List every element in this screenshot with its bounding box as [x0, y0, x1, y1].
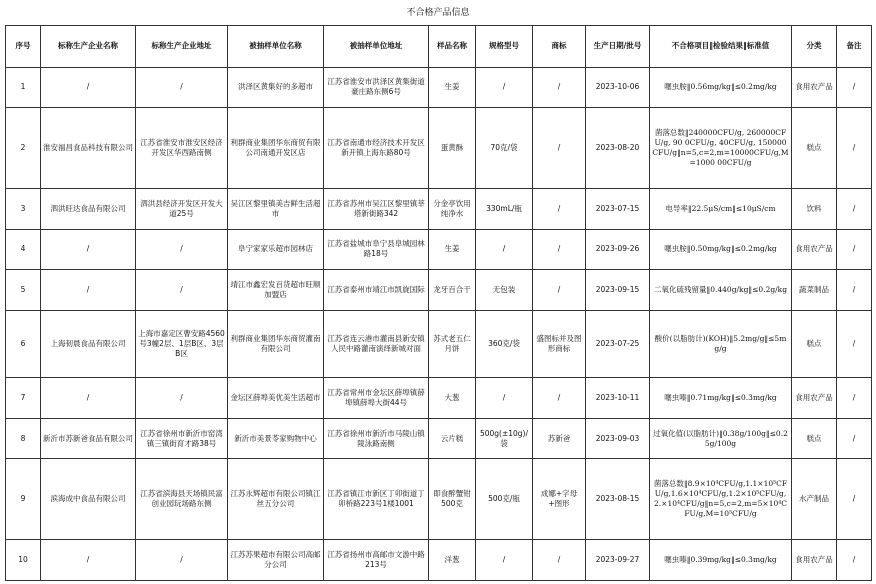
cell-producer-address: / — [136, 540, 228, 581]
cell-remarks: / — [837, 270, 872, 311]
cell-index: 2 — [6, 108, 41, 189]
cell-producer-address: 泗洪县经济开发区开发大道25号 — [136, 189, 228, 230]
cell-category: 糕点 — [792, 418, 837, 459]
header-cell: 被抽样单位名称 — [228, 26, 324, 68]
cell-producer-name: 新沂市苏新爸食品有限公司 — [41, 418, 136, 459]
cell-failed-item: 噻虫胺‖0.56mg/kg‖≤0.2mg/kg — [650, 67, 792, 108]
cell-producer-name: / — [41, 540, 136, 581]
cell-remarks: / — [837, 108, 872, 189]
cell-producer-name: / — [41, 270, 136, 311]
cell-brand: / — [533, 540, 586, 581]
cell-index: 10 — [6, 540, 41, 581]
table-row — [6, 270, 872, 311]
cell-failed-item: 电导率‖22.5μS/cm‖≤10μS/cm — [650, 189, 792, 230]
cell-category: 食用农产品 — [792, 378, 837, 419]
header-cell: 分类 — [792, 26, 837, 68]
cell-sample-name: 蛋黄酥 — [429, 108, 476, 189]
cell-index: 7 — [6, 378, 41, 419]
cell-index: 9 — [6, 459, 41, 540]
cell-spec: / — [476, 540, 533, 581]
cell-brand: / — [533, 189, 586, 230]
cell-spec: / — [476, 378, 533, 419]
cell-spec: 无包装 — [476, 270, 533, 311]
cell-sample-name: 大葱 — [429, 378, 476, 419]
cell-index: 5 — [6, 270, 41, 311]
table-row — [6, 418, 872, 459]
cell-sampled-unit-address: 江苏省淮安市洪泽区黄集街道豪庄路东侧6号 — [324, 67, 429, 108]
table-row — [6, 108, 872, 189]
cell-spec: 70克/袋 — [476, 108, 533, 189]
cell-spec: 330mL/瓶 — [476, 189, 533, 230]
cell-production-date: 2023-10-06 — [586, 67, 650, 108]
cell-index: 1 — [6, 67, 41, 108]
cell-sample-name: 分金亭饮用纯净水 — [429, 189, 476, 230]
cell-sampled-unit-address: 江苏省镇江市新区丁卯街道丁卯桥路223号1楼1001 — [324, 459, 429, 540]
cell-remarks: / — [837, 229, 872, 270]
table-row — [6, 378, 872, 419]
cell-remarks: / — [837, 378, 872, 419]
cell-sampled-unit-address: 江苏省徐州市新沂市马陵山镇陵泳路南侧 — [324, 418, 429, 459]
cell-failed-item: 过氧化值(以脂肪计)‖0.38g/100g‖≤0.25g/100g — [650, 418, 792, 459]
cell-spec: / — [476, 67, 533, 108]
header-cell: 商标 — [533, 26, 586, 68]
cell-producer-name: / — [41, 378, 136, 419]
table-row — [6, 459, 872, 540]
cell-sampled-unit-name: 江苏苏果超市有限公司高邮分公司 — [228, 540, 324, 581]
cell-brand: / — [533, 270, 586, 311]
cell-brand: / — [533, 378, 586, 419]
cell-category: 水产制品 — [792, 459, 837, 540]
cell-brand: 苏新爸 — [533, 418, 586, 459]
cell-producer-address: 江苏省徐州市新沂市窑湾镇三镇街育才路38号 — [136, 418, 228, 459]
header-cell: 标称生产企业地址 — [136, 26, 228, 68]
cell-brand: 成娜+字母+图形 — [533, 459, 586, 540]
cell-producer-address: 江苏省淮安市淮安区经济开发区华西路南侧 — [136, 108, 228, 189]
cell-spec: / — [476, 229, 533, 270]
cell-brand: / — [533, 108, 586, 189]
cell-remarks: / — [837, 459, 872, 540]
cell-index: 3 — [6, 189, 41, 230]
cell-sample-name: 即食醉蟹钳500克 — [429, 459, 476, 540]
table-header-row — [6, 26, 872, 68]
cell-sample-name: 苏式老五仁月饼 — [429, 310, 476, 378]
cell-production-date: 2023-09-03 — [586, 418, 650, 459]
cell-production-date: 2023-09-15 — [586, 270, 650, 311]
table-row — [6, 229, 872, 270]
cell-failed-item: 噻虫胺‖0.50mg/kg‖≤0.2mg/kg — [650, 229, 792, 270]
header-cell: 标称生产企业名称 — [41, 26, 136, 68]
page-title: 不合格产品信息 — [406, 8, 470, 18]
cell-producer-address: / — [136, 229, 228, 270]
cell-producer-address: / — [136, 67, 228, 108]
cell-sampled-unit-address: 江苏省常州市金坛区薛埠镇薛埠镇薛埠大街44号 — [324, 378, 429, 419]
cell-sampled-unit-name: 吴江区黎里镇美吉鲜生活超市 — [228, 189, 324, 230]
cell-spec: 500g(±10g)/袋 — [476, 418, 533, 459]
cell-category: 饮料 — [792, 189, 837, 230]
table-row — [6, 540, 872, 581]
cell-sampled-unit-name: 靖江市鑫宏发百货超市旺顺加盟店 — [228, 270, 324, 311]
cell-failed-item: 二氧化硫残留量‖0.440g/kg‖≤0.2g/kg — [650, 270, 792, 311]
cell-remarks: / — [837, 540, 872, 581]
header-cell: 规格型号 — [476, 26, 533, 68]
cell-sampled-unit-name: 洪泽区黄集好的多超市 — [228, 67, 324, 108]
cell-production-date: 2023-08-15 — [586, 459, 650, 540]
cell-sampled-unit-address: 江苏省盐城市阜宁县阜城园林路18号 — [324, 229, 429, 270]
cell-spec: 360克/袋 — [476, 310, 533, 378]
cell-production-date: 2023-09-27 — [586, 540, 650, 581]
cell-producer-address: 江苏省滨海县天场镇民富创业园玩场路东侧 — [136, 459, 228, 540]
cell-failed-item: 噻虫嗪‖0.39mg/kg‖≤0.3mg/kg — [650, 540, 792, 581]
cell-sampled-unit-name: 利群商业集团华东商贸灌南有限公司 — [228, 310, 324, 378]
cell-failed-item: 菌落总数‖8.9×10⁴CFU/g,1.1×10⁵CFU/g,1.6×10⁴CFU/g,1.2×10⁵CFU/g,2.×10⁴CFU/g‖n=5,c=2,m=5×10⁴CFU/g,M=10⁵CFU/g — [650, 459, 792, 540]
cell-index: 4 — [6, 229, 41, 270]
cell-sample-name: 生姜 — [429, 229, 476, 270]
cell-remarks: / — [837, 67, 872, 108]
unqualified-products-table — [5, 25, 872, 581]
cell-category: 糕点 — [792, 108, 837, 189]
cell-sampled-unit-address: 江苏省南通市经济技术开发区新开镇上海东路80号 — [324, 108, 429, 189]
header-cell: 不合格项目‖检验结果‖标准值 — [650, 26, 792, 68]
cell-production-date: 2023-07-25 — [586, 310, 650, 378]
header-cell: 样品名称 — [429, 26, 476, 68]
cell-brand: / — [533, 229, 586, 270]
cell-sample-name: 洋葱 — [429, 540, 476, 581]
table-row — [6, 67, 872, 108]
cell-sampled-unit-name: 金坛区薛埠美优美生活超市 — [228, 378, 324, 419]
cell-remarks: / — [837, 189, 872, 230]
cell-production-date: 2023-10-11 — [586, 378, 650, 419]
cell-production-date: 2023-07-15 — [586, 189, 650, 230]
cell-production-date: 2023-09-26 — [586, 229, 650, 270]
cell-producer-name: 上海韧晨食品有限公司 — [41, 310, 136, 378]
cell-sample-name: 龙牙百合干 — [429, 270, 476, 311]
cell-sampled-unit-name: 阜宁家家乐超市园林店 — [228, 229, 324, 270]
cell-brand: / — [533, 67, 586, 108]
cell-failed-item: 菌落总数‖240000CFU/g, 260000CFU/g, 90 0CFU/g, 40CFU/g, 150000CFU/g‖n=5,c=2,m=10000CFU/g,M=1000 00CFU/g — [650, 108, 792, 189]
header-cell: 序号 — [6, 26, 41, 68]
cell-sampled-unit-address: 江苏省苏州市吴江区黎里镇莘塔新街路342 — [324, 189, 429, 230]
cell-sampled-unit-name: 利群商业集团华东商贸有限公司南通开发区店 — [228, 108, 324, 189]
cell-producer-name: / — [41, 229, 136, 270]
cell-producer-name: 滨海成中食品有限公司 — [41, 459, 136, 540]
header-cell: 备注 — [837, 26, 872, 68]
cell-sample-name: 生姜 — [429, 67, 476, 108]
cell-failed-item: 酸价(以脂肪计)(KOH)‖5.2mg/g‖≤5mg/g — [650, 310, 792, 378]
table-row — [6, 310, 872, 378]
cell-remarks: / — [837, 418, 872, 459]
cell-producer-address: / — [136, 378, 228, 419]
cell-remarks: / — [837, 310, 872, 378]
cell-producer-name: 泗洪旺达食品有限公司 — [41, 189, 136, 230]
header-cell: 生产日期/批号 — [586, 26, 650, 68]
cell-sampled-unit-address: 江苏省扬州市高邮市文游中路213号 — [324, 540, 429, 581]
cell-brand: 盛图标并及图形商标 — [533, 310, 586, 378]
cell-producer-name: / — [41, 67, 136, 108]
cell-category: 食用农产品 — [792, 540, 837, 581]
cell-sampled-unit-address: 江苏省泰州市靖江市凯旋国际 — [324, 270, 429, 311]
cell-category: 食用农产品 — [792, 67, 837, 108]
cell-production-date: 2023-08-20 — [586, 108, 650, 189]
cell-category: 糕点 — [792, 310, 837, 378]
cell-sampled-unit-name: 江苏永辉超市有限公司镇江丝五分公司 — [228, 459, 324, 540]
cell-category: 食用农产品 — [792, 229, 837, 270]
cell-index: 6 — [6, 310, 41, 378]
cell-sampled-unit-name: 新沂市美景苓家购物中心 — [228, 418, 324, 459]
cell-sample-name: 云片糕 — [429, 418, 476, 459]
cell-failed-item: 噻虫嗪‖0.71mg/kg‖≤0.3mg/kg — [650, 378, 792, 419]
cell-category: 蔬菜制品 — [792, 270, 837, 311]
header-cell: 被抽样单位地址 — [324, 26, 429, 68]
cell-producer-address: 上海市嘉定区曹安路4560号3幢2层、1层B区、3层B区 — [136, 310, 228, 378]
cell-sampled-unit-address: 江苏省连云港市灌南县新安镇人民中路灌南演绎新城对面 — [324, 310, 429, 378]
cell-producer-name: 淮安福昌食品科技有限公司 — [41, 108, 136, 189]
cell-index: 8 — [6, 418, 41, 459]
cell-spec: 500克/瓶 — [476, 459, 533, 540]
table-row — [6, 189, 872, 230]
cell-producer-address: / — [136, 270, 228, 311]
